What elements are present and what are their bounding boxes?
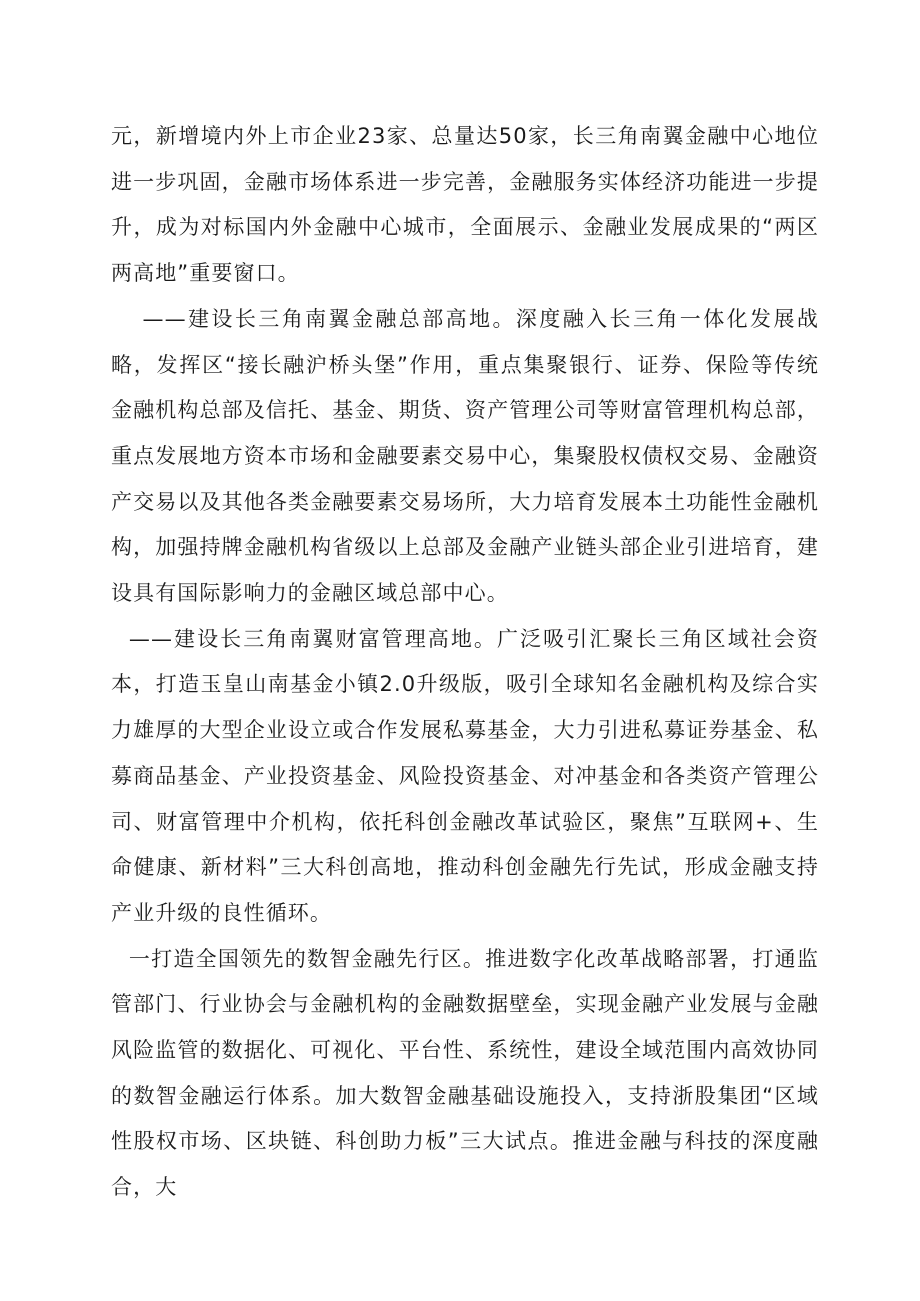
paragraph-wealth-management: ——建设长三角南翼财富管理高地。广泛吸引汇聚长三角区域社会资本，打造玉皇山南基金小镇2.0升级版，吸引全球知名金融机构及综合实力雄厚的大型企业设立或合作发展私募基金，大力引进私募证券基金、私募商品基金、产业投资基金、风险投资基金、对冲基金和各类资产管理公司、财富管理中介机构，依托科创金融改革试验区，聚焦”互联网+、生命健康、新材料”三大科创高地，推动科创金融先行先试，形成金融支持产业升级的良性循环。	[111, 626, 819, 925]
paragraph-financial-headquarters: ——建设长三角南翼金融总部高地。深度融入长三角一体化发展战略，发挥区“接长融沪桥头堡”作用，重点集聚银行、证券、保险等传统金融机构总部及信托、基金、期货、资产管理公司等财富管理机构总部，重点发展地方资本市场和金融要素交易中心，集聚股权债权交易、金融资产交易以及其他各类金融要素交易场所，大力培育发展本土功能性金融机构，加强持牌金融机构省级以上总部及金融产业链头部企业引进培育，建设具有国际影响力的金融区域总部中心。	[111, 306, 819, 606]
document-body	[111, 114, 819, 1211]
paragraph-digital-finance: 一打造全国领先的数智金融先行区。推进数字化改革战略部署，打通监管部门、行业协会与金融机构的金融数据壁垒，实现金融产业发展与金融风险监管的数据化、可视化、平台性、系统性，建设全域范围内高效协同的数智金融运行体系。加大数智金融基础设施投入，支持浙股集团“区域性股权市场、区块链、科创助力板”三大试点。推进金融与科技的深度融合，大	[111, 946, 819, 1200]
paragraph-continuation: 元，新增境内外上市企业23家、总量达50家，长三角南翼金融中心地位进一步巩固，金融市场体系进一步完善，金融服务实体经济功能进一步提升，成为对标国内外金融中心城市，全面展示、金融业发展成果的“两区两高地”重要窗口。	[111, 124, 819, 286]
